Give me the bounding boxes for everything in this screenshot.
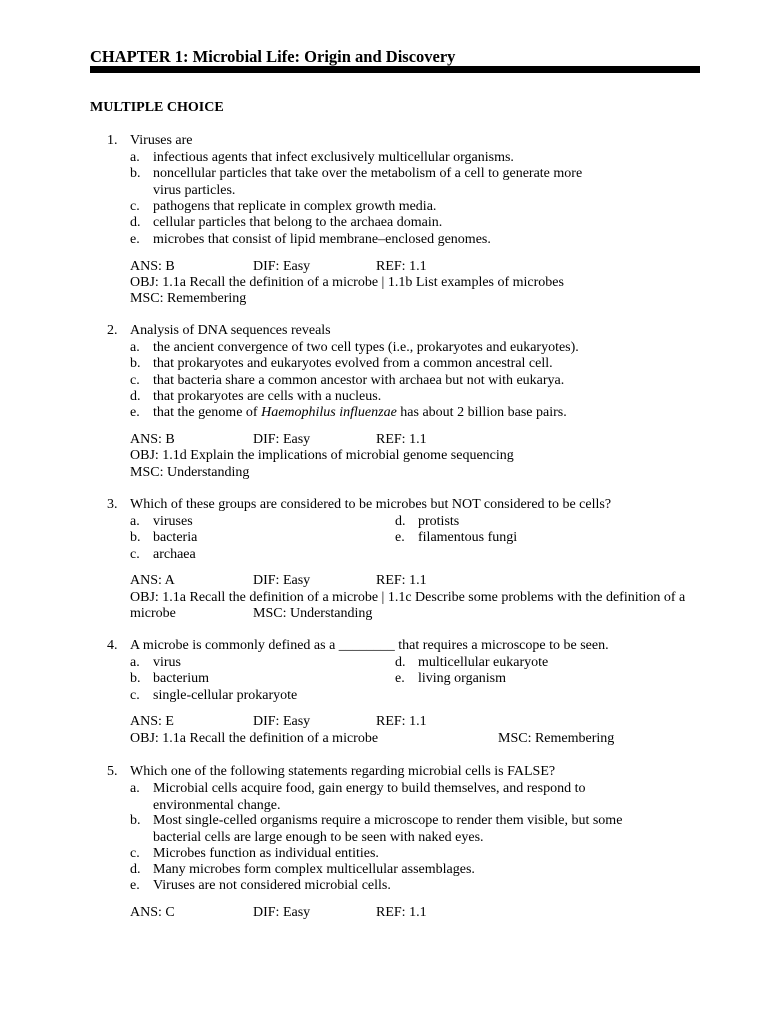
objective: OBJ: 1.1a Recall the definition of a microbe | 1.1b List examples of microbes (130, 275, 564, 290)
answer: ANS: B (130, 432, 175, 447)
question-stem: Which one of the following statements regarding microbial cells is FALSE? (130, 764, 556, 779)
option-text: that prokaryotes are cells with a nucleus. (153, 389, 382, 404)
msc: MSC: Understanding (130, 465, 250, 480)
option-text: viruses (153, 514, 193, 529)
option-text: Microbes function as individual entities. (153, 846, 379, 861)
objective: OBJ: 1.1d Explain the implications of microbial genome sequencing (130, 448, 514, 463)
answer: ANS: E (130, 714, 174, 729)
option-text: protists (418, 514, 460, 529)
option-letter: e. (130, 878, 140, 893)
question-number: 3. (107, 497, 118, 512)
option-letter: a. (130, 150, 140, 165)
option-letter: a. (130, 781, 140, 796)
option-letter: b. (130, 356, 141, 371)
option-letter: a. (130, 340, 140, 355)
option-letter: d. (130, 862, 141, 877)
option-text: microbes that consist of lipid membrane–enclosed genomes. (153, 232, 491, 247)
option-text: infectious agents that infect exclusively multicellular organisms. (153, 150, 514, 165)
msc: MSC: Remembering (130, 291, 247, 306)
reference: REF: 1.1 (376, 905, 427, 920)
question-stem: Which of these groups are considered to be microbes but NOT considered to be cells? (130, 497, 612, 512)
reference: REF: 1.1 (376, 714, 427, 729)
reference: REF: 1.1 (376, 432, 427, 447)
msc: MSC: Understanding (253, 606, 373, 621)
reference: REF: 1.1 (376, 573, 427, 588)
option-letter: c. (130, 547, 140, 562)
option-text: Microbial cells acquire food, gain energy to build themselves, and respond to environmental change. (153, 781, 586, 813)
reference: REF: 1.1 (376, 259, 427, 274)
option-text: pathogens that replicate in complex growth media. (153, 199, 437, 214)
difficulty: DIF: Easy (253, 259, 311, 274)
objective-continued: microbe (130, 606, 176, 621)
option-letter: b. (130, 530, 141, 545)
section-heading: MULTIPLE CHOICE (90, 100, 224, 115)
option-letter: e. (395, 530, 405, 545)
objective: OBJ: 1.1a Recall the definition of a microbe (130, 731, 379, 746)
option-text: bacteria (153, 530, 198, 545)
difficulty: DIF: Easy (253, 905, 311, 920)
option-letter: d. (395, 655, 406, 670)
option-text: cellular particles that belong to the archaea domain. (153, 215, 443, 230)
option-text: the ancient convergence of two cell types (i.e., prokaryotes and eukaryotes). (153, 340, 579, 355)
title-rule (90, 66, 700, 73)
difficulty: DIF: Easy (253, 432, 311, 447)
option-letter: b. (130, 671, 141, 686)
option-text: bacterium (153, 671, 209, 686)
answer: ANS: A (130, 573, 175, 588)
option-letter: e. (130, 405, 140, 420)
option-letter: c. (130, 846, 140, 861)
option-text: archaea (153, 547, 196, 562)
option-text-before: that the genome of (153, 405, 262, 420)
option-text: filamentous fungi (418, 530, 518, 545)
option-text: that bacteria share a common ancestor with archaea but not with eukarya. (153, 373, 565, 388)
msc: MSC: Remembering (498, 731, 615, 746)
option-letter: d. (395, 514, 406, 529)
option-text (153, 405, 567, 422)
question-number: 4. (107, 638, 118, 653)
option-text-after: has about 2 billion base pairs. (396, 405, 567, 420)
option-letter: b. (130, 166, 141, 181)
option-text: that prokaryotes and eukaryotes evolved from a common ancestral cell. (153, 356, 553, 371)
question-number: 5. (107, 764, 118, 779)
option-text: Most single-celled organisms require a microscope to render them visible, but some bacterial cells are large enough to be seen with naked eyes. (153, 813, 623, 845)
option-letter: c. (130, 688, 140, 703)
option-letter: e. (395, 671, 405, 686)
option-letter: d. (130, 215, 141, 230)
option-letter: a. (130, 655, 140, 670)
question-number: 1. (107, 133, 118, 148)
question-number: 2. (107, 323, 118, 338)
option-letter: a. (130, 514, 140, 529)
question-stem: A microbe is commonly defined as a ________ that requires a microscope to be seen. (130, 638, 609, 653)
answer: ANS: B (130, 259, 175, 274)
difficulty: DIF: Easy (253, 573, 311, 588)
chapter-title: CHAPTER 1: Microbial Life: Origin and Discovery (90, 47, 456, 66)
option-letter: d. (130, 389, 141, 404)
option-text: Viruses are not considered microbial cells. (153, 878, 391, 893)
option-letter: e. (130, 232, 140, 247)
option-text: Many microbes form complex multicellular assemblages. (153, 862, 475, 877)
option-text: living organism (418, 671, 507, 686)
option-text: virus (153, 655, 181, 670)
option-text: noncellular particles that take over the metabolism of a cell to generate more virus particles. (153, 166, 583, 198)
option-text: multicellular eukaryote (418, 655, 549, 670)
species-name: Haemophilus influenzae (261, 405, 397, 420)
option-text: single-cellular prokaryote (153, 688, 298, 703)
difficulty: DIF: Easy (253, 714, 311, 729)
option-letter: c. (130, 199, 140, 214)
question-stem: Viruses are (130, 133, 193, 148)
objective: OBJ: 1.1a Recall the definition of a microbe | 1.1c Describe some problems with the definition of a (130, 590, 686, 605)
question-stem: Analysis of DNA sequences reveals (130, 323, 331, 338)
option-letter: c. (130, 373, 140, 388)
answer: ANS: C (130, 905, 175, 920)
option-letter: b. (130, 813, 141, 828)
